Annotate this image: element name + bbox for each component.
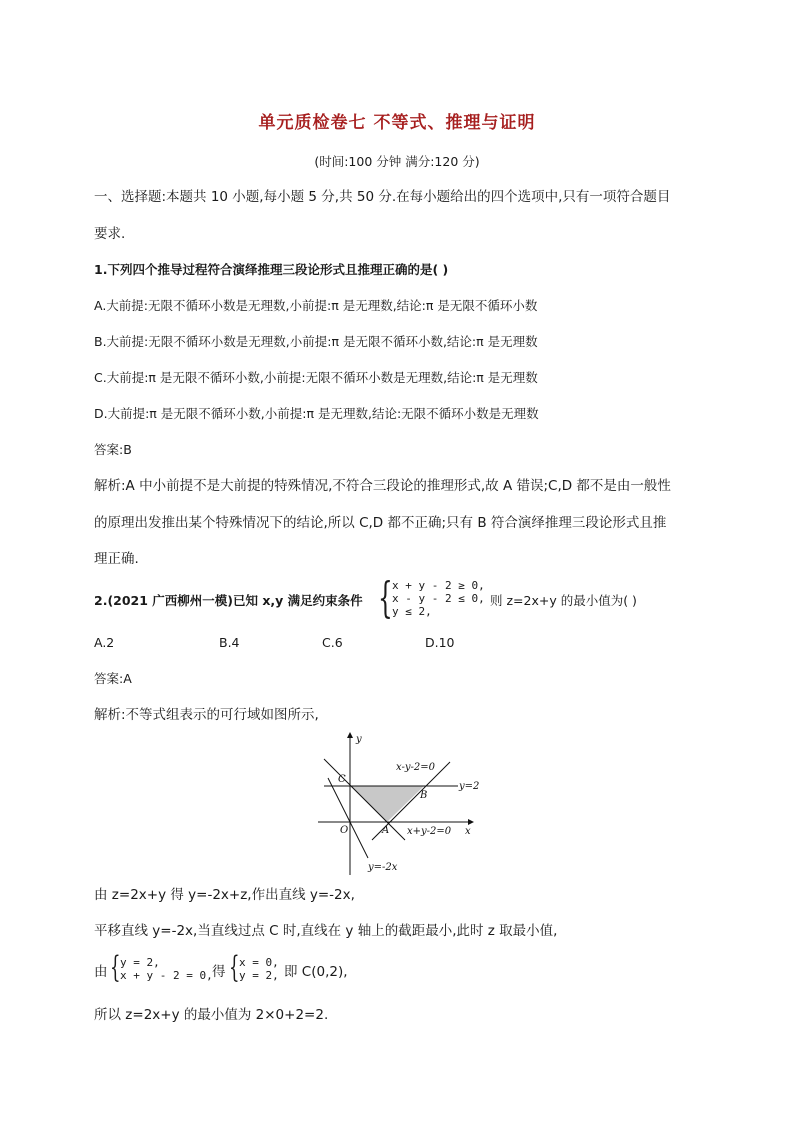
- q1-option-c: C.大前提:π 是无限不循环小数,小前提:无限不循环小数是无理数,结论:π 是无理数: [94, 370, 538, 385]
- solve-system-right-1: x = 0,: [239, 956, 279, 969]
- q1-analysis-2: 的原理出发推出某个特殊情况下的结论,所以 C,D 都不正确;只有 B 符合演绎推理三段论形式且推: [94, 515, 667, 531]
- label-point-a: A: [382, 825, 390, 836]
- q1-analysis-1: 解析:A 中小前提不是大前提的特殊情况,不符合三段论的推理形式,故 A 错误;C,D 都不是由一般性: [94, 478, 671, 494]
- q2-option-a: A.2: [94, 635, 115, 650]
- q2-constraint-1: x + y - 2 ≥ 0,: [392, 579, 485, 592]
- q2-line-2: 平移直线 y=-2x,当直线过点 C 时,直线在 y 轴上的截距最小,此时 z 取最小值,: [94, 923, 558, 939]
- solve-prefix: 由: [94, 964, 108, 980]
- label-point-c: C: [338, 774, 346, 785]
- solve-system-right-2: y = 2,: [239, 969, 279, 982]
- q2-line-1: 由 z=2x+y 得 y=-2x+z,作出直线 y=-2x,: [94, 887, 355, 903]
- q1-option-b: B.大前提:无限不循环小数是无理数,小前提:π 是无限不循环小数,结论:π 是无理数: [94, 334, 538, 349]
- solve-middle: 得: [212, 964, 226, 980]
- q1-answer: 答案:B: [94, 442, 132, 457]
- feasible-region: [350, 786, 424, 822]
- q2-option-d: D.10: [425, 635, 455, 650]
- q2-option-b: B.4: [219, 635, 240, 650]
- q1-option-d: D.大前提:π 是无限不循环小数,小前提:π 是无理数,结论:无限不循环小数是无理数: [94, 406, 539, 421]
- q1-option-a: A.大前提:无限不循环小数是无理数,小前提:π 是无理数,结论:π 是无限不循环小数: [94, 298, 538, 313]
- label-y-axis: y: [356, 734, 362, 745]
- q2-line-3: 所以 z=2x+y 的最小值为 2×0+2=2.: [94, 1007, 329, 1023]
- label-y-neg2x: y=-2x: [368, 862, 398, 873]
- section-instruction-1: 一、选择题:本题共 10 小题,每小题 5 分,共 50 分.在每小题给出的四个选项中,只有一项符合题目: [94, 189, 671, 205]
- q2-constraint-3: y ≤ 2,: [392, 605, 432, 618]
- exam-subtitle: (时间:100 分钟 满分:120 分): [314, 154, 480, 169]
- label-origin: O: [340, 825, 349, 836]
- label-point-b: B: [420, 790, 428, 801]
- solve-suffix: 即 C(0,2),: [284, 964, 348, 980]
- q2-option-c: C.6: [322, 635, 343, 650]
- x-axis-arrow: [468, 819, 474, 825]
- label-y-2: y=2: [459, 781, 480, 792]
- q2-stem-post: 则 z=2x+y 的最小值为( ): [490, 593, 637, 608]
- solve-brace-right: {: [229, 950, 240, 985]
- feasible-region-figure: [310, 730, 510, 880]
- exam-title: 单元质检卷七 不等式、推理与证明: [258, 113, 536, 133]
- label-x-minus-y: x-y-2=0: [396, 762, 435, 773]
- q2-analysis: 解析:不等式组表示的可行域如图所示,: [94, 707, 319, 723]
- q2-constraint-2: x - y - 2 ≤ 0,: [392, 592, 485, 605]
- label-x-axis: x: [465, 826, 471, 837]
- q2-answer: 答案:A: [94, 671, 132, 686]
- section-instruction-2: 要求.: [94, 226, 126, 242]
- label-x-plus-y: x+y-2=0: [407, 826, 452, 837]
- solve-system-left-1: y = 2,: [120, 956, 160, 969]
- q2-brace: {: [378, 573, 393, 622]
- solve-system-left-2: x + y - 2 = 0,: [120, 969, 213, 982]
- q2-stem-pre: 2.(2021 广西柳州一模)已知 x,y 满足约束条件: [94, 593, 363, 608]
- q1-analysis-3: 理正确.: [94, 551, 139, 567]
- q1-stem: 1.下列四个推导过程符合演绎推理三段论形式且推理正确的是( ): [94, 262, 449, 277]
- solve-brace-left: {: [110, 950, 121, 985]
- y-axis-arrow: [347, 732, 353, 738]
